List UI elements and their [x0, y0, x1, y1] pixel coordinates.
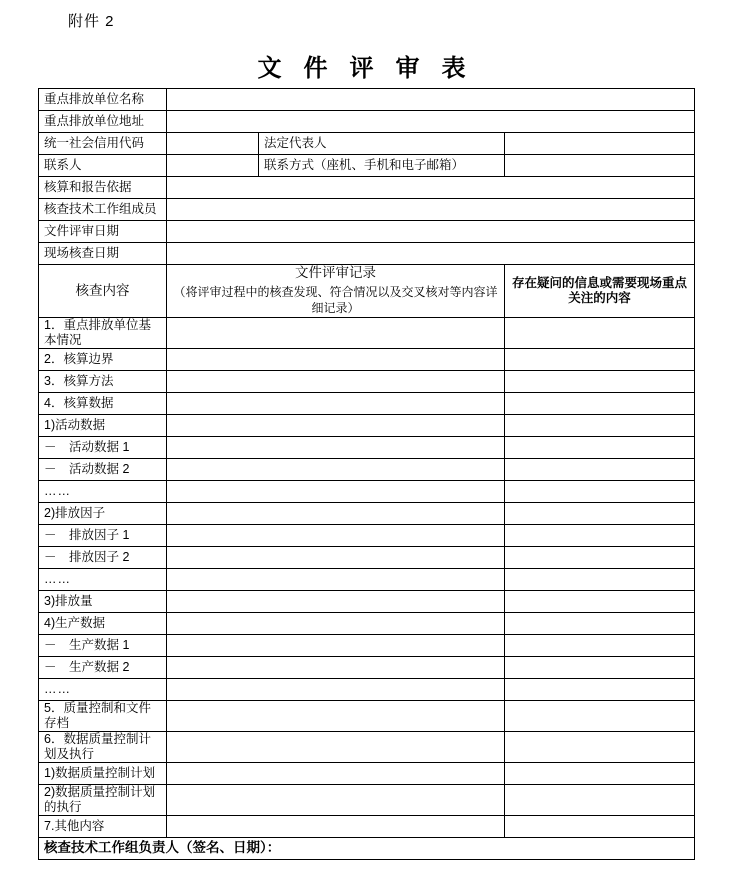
header-col-record-sub: （将评审过程中的核查发现、符合情况以及交叉核对等内容详细记录）: [173, 285, 498, 316]
table-row: [39, 762, 695, 784]
table-row-onsite-date: [39, 243, 695, 265]
header-col-note: 存在疑问的信息或需要现场重点关注的内容: [505, 265, 695, 318]
row-record-cell[interactable]: [167, 392, 505, 414]
label-contact: 联系人: [39, 155, 167, 177]
value-legal-rep[interactable]: [505, 133, 695, 155]
row-note-cell[interactable]: [505, 700, 695, 731]
row-record-cell[interactable]: [167, 480, 505, 502]
label-legal-rep: 法定代表人: [259, 133, 505, 155]
table-row: [39, 348, 695, 370]
row-label: － 活动数据 1: [39, 436, 167, 458]
row-record-cell[interactable]: [167, 524, 505, 546]
row-note-cell[interactable]: [505, 762, 695, 784]
table-row-credit-code: [39, 133, 695, 155]
row-note-cell[interactable]: [505, 480, 695, 502]
row-label: 3．核算方法: [39, 370, 167, 392]
table-row-team: [39, 199, 695, 221]
header-col-record: [167, 265, 505, 318]
value-team[interactable]: [167, 199, 695, 221]
row-record-cell[interactable]: [167, 678, 505, 700]
row-record-cell[interactable]: [167, 656, 505, 678]
row-note-cell[interactable]: [505, 634, 695, 656]
row-note-cell[interactable]: [505, 458, 695, 480]
row-record-cell[interactable]: [167, 370, 505, 392]
row-note-cell[interactable]: [505, 414, 695, 436]
attachment-label: 附件 2: [68, 13, 115, 30]
row-label: ……: [39, 568, 167, 590]
label-contact-way: 联系方式（座机、手机和电子邮箱）: [259, 155, 505, 177]
row-note-cell[interactable]: [505, 568, 695, 590]
row-label: 1)活动数据: [39, 414, 167, 436]
table-row: [39, 317, 695, 348]
row-record-cell[interactable]: [167, 568, 505, 590]
label-onsite-date: 现场核查日期: [39, 243, 167, 265]
row-note-cell[interactable]: [505, 524, 695, 546]
table-row-unit-address: [39, 111, 695, 133]
table-row-basis: [39, 177, 695, 199]
label-unit-name: 重点排放单位名称: [39, 89, 167, 111]
table-row: [39, 480, 695, 502]
row-note-cell[interactable]: [505, 656, 695, 678]
row-note-cell[interactable]: [505, 317, 695, 348]
label-review-date: 文件评审日期: [39, 221, 167, 243]
value-onsite-date[interactable]: [167, 243, 695, 265]
row-record-cell[interactable]: [167, 612, 505, 634]
table-row: [39, 546, 695, 568]
row-note-cell[interactable]: [505, 348, 695, 370]
row-label: 1)数据质量控制计划: [39, 762, 167, 784]
header-col-record-main: 文件评审记录: [295, 265, 376, 280]
label-credit-code: 统一社会信用代码: [39, 133, 167, 155]
table-row: [39, 392, 695, 414]
row-label: 2．核算边界: [39, 348, 167, 370]
row-record-cell[interactable]: [167, 815, 505, 837]
table-row: [39, 524, 695, 546]
value-unit-address[interactable]: [167, 111, 695, 133]
row-record-cell[interactable]: [167, 634, 505, 656]
value-basis[interactable]: [167, 177, 695, 199]
label-team: 核查技术工作组成员: [39, 199, 167, 221]
row-record-cell[interactable]: [167, 458, 505, 480]
row-label: － 生产数据 1: [39, 634, 167, 656]
row-label: ……: [39, 678, 167, 700]
row-label: 2)排放因子: [39, 502, 167, 524]
table-row: [39, 784, 695, 815]
row-label: 4)生产数据: [39, 612, 167, 634]
row-note-cell[interactable]: [505, 590, 695, 612]
row-record-cell[interactable]: [167, 502, 505, 524]
row-note-cell[interactable]: [505, 392, 695, 414]
row-note-cell[interactable]: [505, 546, 695, 568]
row-label: ……: [39, 480, 167, 502]
table-row: [39, 612, 695, 634]
table-row-contact: [39, 155, 695, 177]
review-form-table: [38, 88, 695, 860]
value-review-date[interactable]: [167, 221, 695, 243]
row-label: 5．质量控制和文件存档: [39, 700, 167, 731]
table-row: [39, 370, 695, 392]
label-basis: 核算和报告依据: [39, 177, 167, 199]
row-record-cell[interactable]: [167, 700, 505, 731]
table-row: [39, 634, 695, 656]
table-row: [39, 731, 695, 762]
row-record-cell[interactable]: [167, 414, 505, 436]
row-note-cell[interactable]: [505, 436, 695, 458]
row-note-cell[interactable]: [505, 612, 695, 634]
value-contact-way[interactable]: [505, 155, 695, 177]
table-row: [39, 436, 695, 458]
table-row: [39, 678, 695, 700]
row-record-cell[interactable]: [167, 784, 505, 815]
row-label: 3)排放量: [39, 590, 167, 612]
row-label: － 活动数据 2: [39, 458, 167, 480]
signature-row: [39, 837, 695, 859]
table-row-review-date: [39, 221, 695, 243]
row-note-cell[interactable]: [505, 502, 695, 524]
table-row: [39, 502, 695, 524]
table-row: [39, 700, 695, 731]
value-credit-code[interactable]: [167, 133, 259, 155]
row-record-cell[interactable]: [167, 546, 505, 568]
table-row: [39, 590, 695, 612]
row-label: 6．数据质量控制计划及执行: [39, 731, 167, 762]
row-record-cell[interactable]: [167, 731, 505, 762]
row-note-cell[interactable]: [505, 678, 695, 700]
row-note-cell[interactable]: [505, 815, 695, 837]
table-row: [39, 815, 695, 837]
row-label: － 排放因子 2: [39, 546, 167, 568]
row-record-cell[interactable]: [167, 348, 505, 370]
row-label: 4．核算数据: [39, 392, 167, 414]
table-row: [39, 656, 695, 678]
table-row: [39, 458, 695, 480]
row-note-cell[interactable]: [505, 370, 695, 392]
value-unit-name[interactable]: [167, 89, 695, 111]
row-record-cell[interactable]: [167, 436, 505, 458]
table-row: [39, 568, 695, 590]
value-contact[interactable]: [167, 155, 259, 177]
table-row-unit-name: [39, 89, 695, 111]
table-row: [39, 414, 695, 436]
header-col-content: 核查内容: [39, 265, 167, 318]
row-label: 7.其他内容: [39, 815, 167, 837]
page-title: 文 件 评 审 表: [257, 56, 474, 82]
label-unit-address: 重点排放单位地址: [39, 111, 167, 133]
row-label: 1．重点排放单位基本情况: [39, 317, 167, 348]
row-record-cell[interactable]: [167, 762, 505, 784]
signature-label[interactable]: 核查技术工作组负责人（签名、日期）：: [39, 837, 695, 859]
row-label: 2)数据质量控制计划的执行: [39, 784, 167, 815]
row-record-cell[interactable]: [167, 317, 505, 348]
row-note-cell[interactable]: [505, 784, 695, 815]
row-record-cell[interactable]: [167, 590, 505, 612]
row-label: － 排放因子 1: [39, 524, 167, 546]
row-note-cell[interactable]: [505, 731, 695, 762]
row-label: － 生产数据 2: [39, 656, 167, 678]
table-header-row: [39, 265, 695, 318]
